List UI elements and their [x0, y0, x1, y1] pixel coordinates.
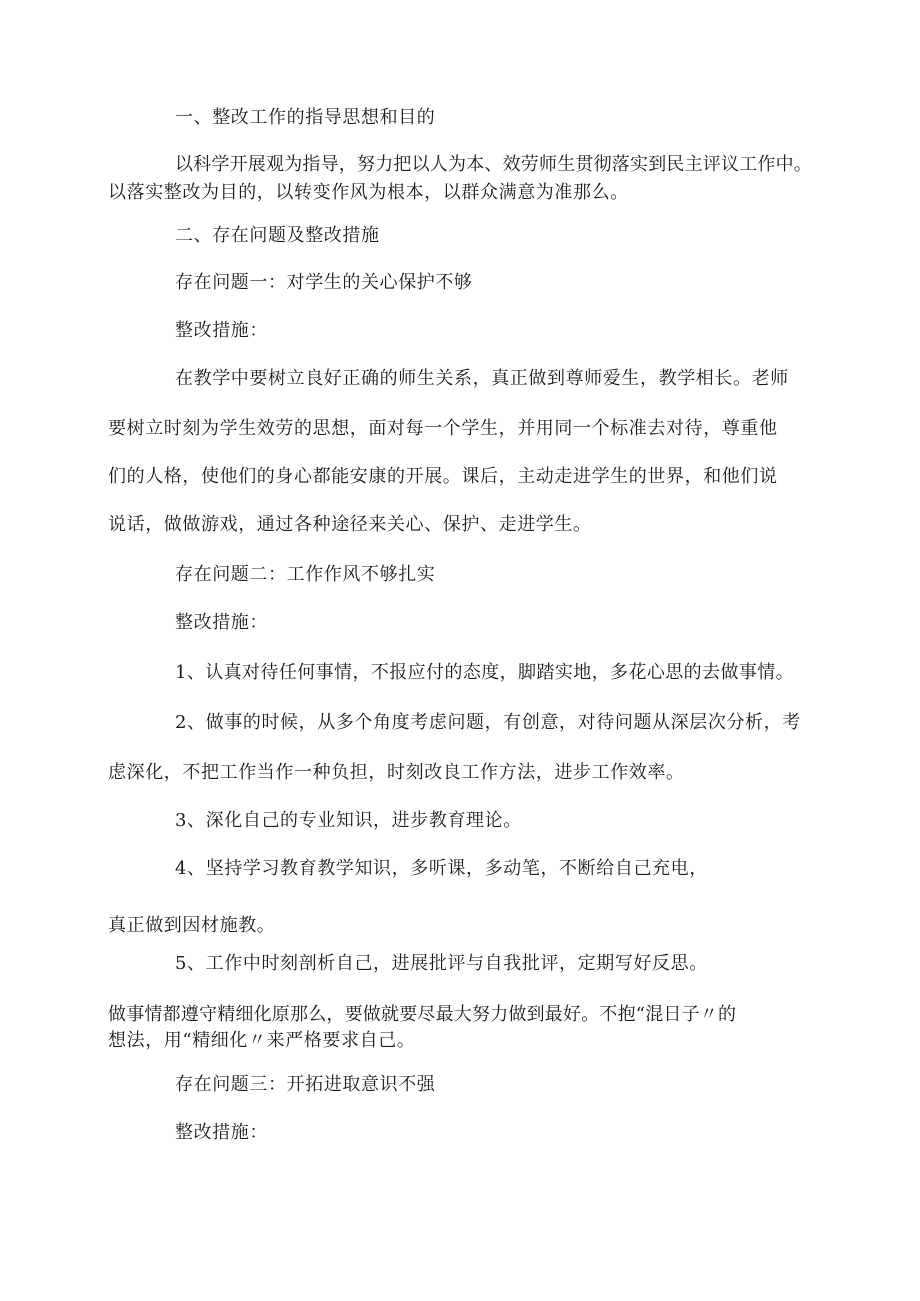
heading-guiding-thought: 一、整改工作的指导思想和目的	[175, 107, 436, 128]
problem-3-measures-label: 整改措施：	[175, 1122, 268, 1143]
problem-2-item-3: 3、深化自己的专业知识，进步教育理论。	[175, 810, 522, 831]
heading-problems-and-measures: 二、存在问题及整改措施	[175, 225, 380, 246]
problem-1-title: 存在问题一：对学生的关心保护不够	[175, 272, 473, 293]
problem-2-item-5: 5、工作中时刻剖析自己，进展批评与自我批评，定期写好反思。	[175, 953, 708, 974]
problem-2-extra-line-2: 想法，用“精细化〃来严格要求自己。	[108, 1030, 416, 1051]
purpose-paragraph-line-2: 以落实整改为目的，以转变作风为根本，以群众满意为准那么。	[108, 182, 629, 203]
problem-2-item-4-line-2: 真正做到因材施教。	[108, 915, 276, 936]
problem-3-title: 存在问题三：开拓进取意识不强	[175, 1074, 436, 1095]
problem-2-title: 存在问题二：工作作风不够扎实	[175, 564, 436, 585]
problem-2-item-4-line-1: 4、坚持学习教育教学知识，多听课，多动笔，不断给自己充电，	[175, 858, 708, 879]
problem-1-measures-label: 整改措施：	[175, 320, 268, 341]
problem-2-extra-line-1: 做事情都遵守精细化原那么，要做就要尽最大努力做到最好。不抱“混日子〃的	[108, 1004, 737, 1025]
problem-1-body-line-3: 们的人格，使他们的身心都能安康的开展。课后，主动走进学生的世界，和他们说	[108, 466, 778, 487]
problem-1-body-line-1: 在教学中要树立良好正确的师生关系，真正做到尊师爱生，教学相长。老师	[175, 368, 789, 389]
problem-1-body-line-4: 说话，做做游戏，通过各种途径来关心、保护、走进学生。	[108, 514, 592, 535]
problem-2-item-2-line-2: 虑深化，不把工作当作一种负担，时刻改良工作方法，进步工作效率。	[108, 762, 685, 783]
purpose-paragraph-line-1: 以科学开展观为指导，努力把以人为本、效劳师生贯彻落实到民主评议工作中。	[175, 154, 812, 175]
problem-2-item-1: 1、认真对待任何事情，不报应付的态度，脚踏实地，多花心思的去做事情。	[175, 662, 795, 683]
problem-1-body-line-2: 要树立时刻为学生效劳的思想，面对每一个学生，并用同一个标准去对待，尊重他	[108, 418, 778, 439]
problem-2-measures-label: 整改措施：	[175, 612, 268, 633]
problem-2-item-2-line-1: 2、做事的时候，从多个角度考虑问题，有创意，对待问题从深层次分析，考	[175, 712, 801, 733]
